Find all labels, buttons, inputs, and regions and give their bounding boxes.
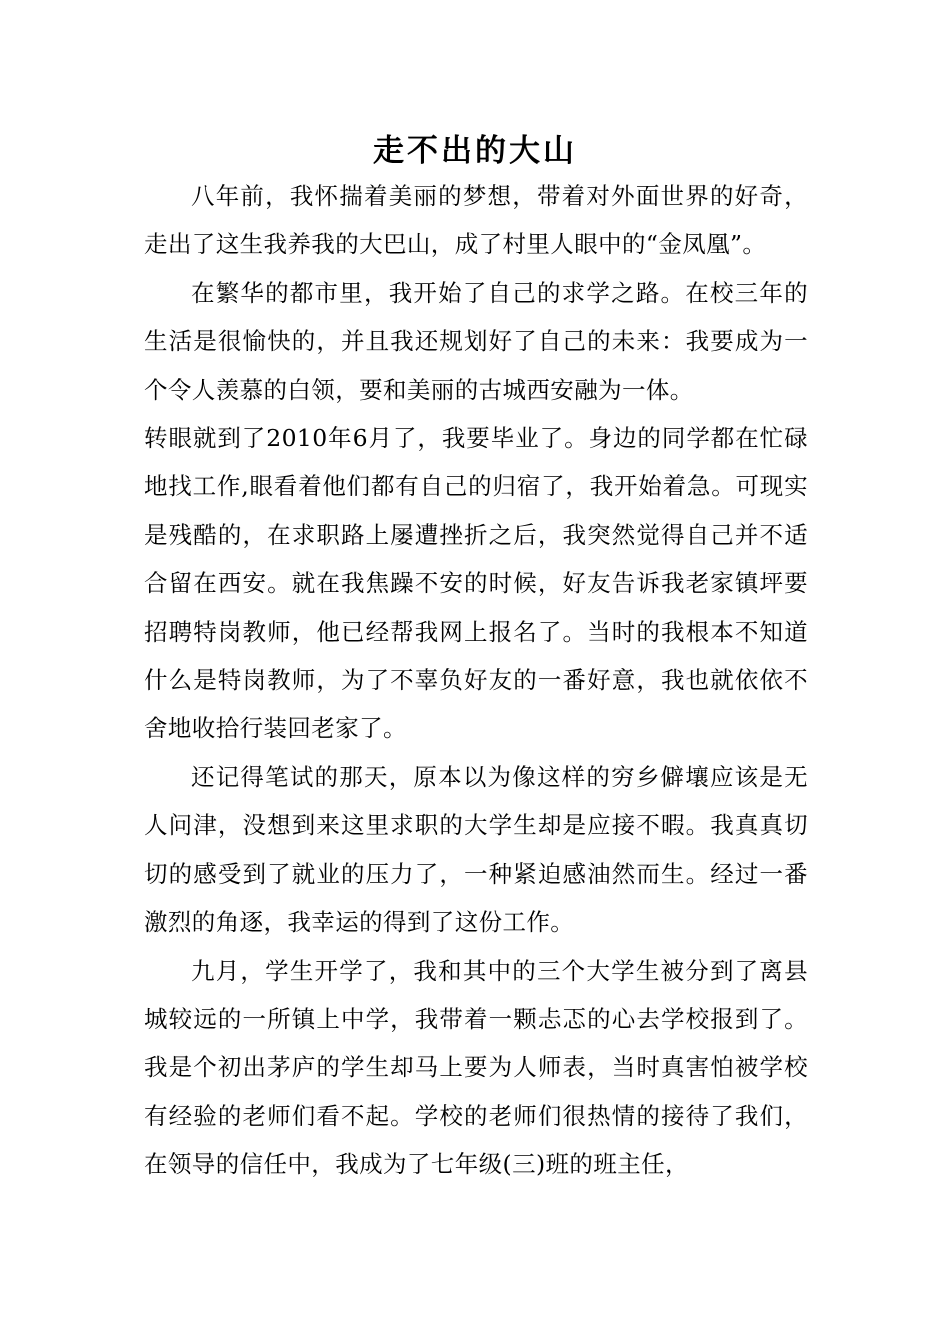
- paragraph: 八年前，我怀揣着美丽的梦想，带着对外面世界的好奇，走出了这生我养我的大巴山，成了村里人眼中的“金凤凰”。: [144, 182, 808, 259]
- document-body: [144, 172, 808, 1189]
- document-title: 走不出的大山: [373, 133, 577, 169]
- paragraph: 在繁华的都市里，我开始了自己的求学之路。在校三年的生活是很愉快的，并且我还规划好了自己的未来：我要成为一个令人羡慕的白领，要和美丽的古城西安融为一体。: [144, 278, 808, 404]
- paragraph: 还记得笔试的那天，原本以为像这样的穷乡僻壤应该是无人问津，没想到来这里求职的大学生却是应接不暇。我真真切切的感受到了就业的压力了，一种紧迫感油然而生。经过一番激烈的角逐，我幸运的得到了这份工作。: [144, 762, 808, 937]
- paragraph: 九月，学生开学了，我和其中的三个大学生被分到了离县城较远的一所镇上中学，我带着一颗忐忑的心去学校报到了。我是个初出茅庐的学生却马上要为人师表，当时真害怕被学校有经验的老师们看不起。学校的老师们很热情的接待了我们，在领导的信任中，我成为了七年级(三)班的班主任，: [144, 956, 808, 1179]
- paragraph: 转眼就到了2010年6月了，我要毕业了。身边的同学都在忙碌地找工作,眼看着他们都有自己的归宿了，我开始着急。可现实是残酷的，在求职路上屡遭挫折之后，我突然觉得自己并不适合留在西安。就在我焦躁不安的时候，好友告诉我老家镇坪要招聘特岗教师，他已经帮我网上报名了。当时的我根本不知道什么是特岗教师，为了不辜负好友的一番好意，我也就依依不舍地收拾行装回老家了。: [144, 424, 808, 743]
